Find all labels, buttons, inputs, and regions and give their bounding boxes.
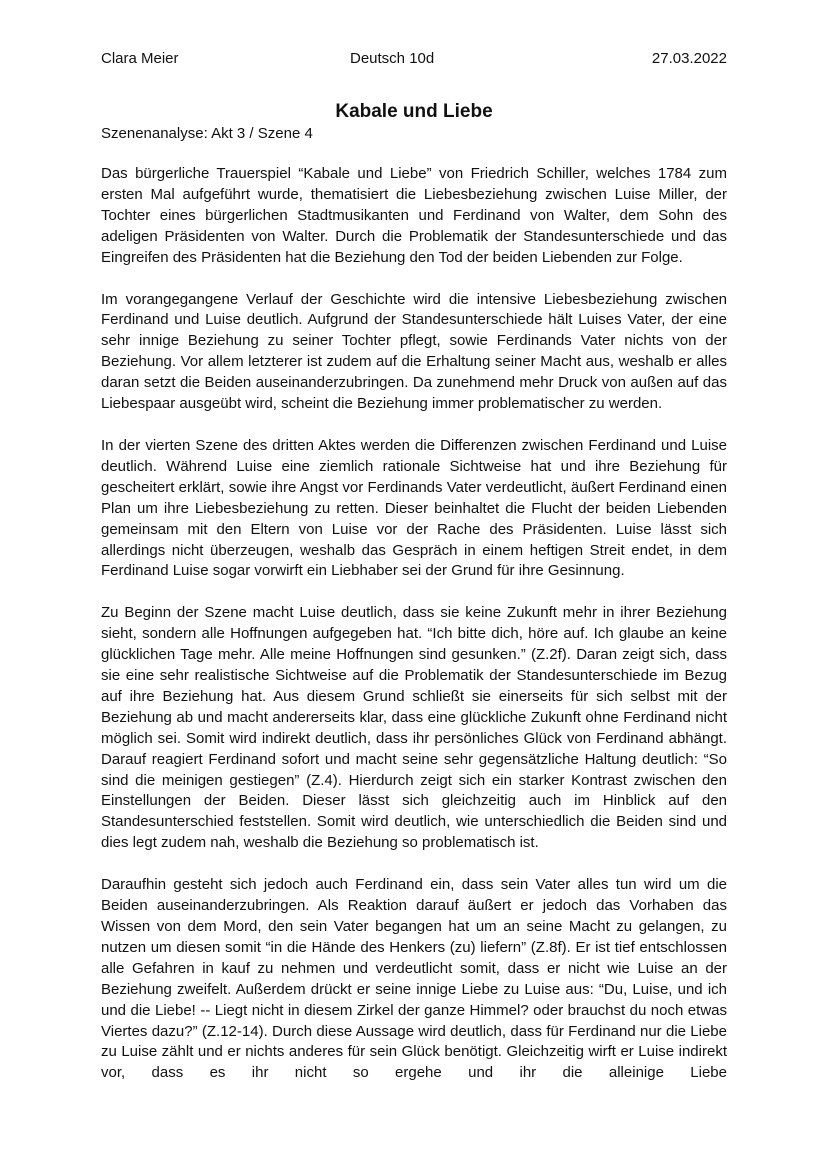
paragraph-analysis-2: Daraufhin gesteht sich jedoch auch Ferdinand ein, dass sein Vater alles tun wird um die Beiden auseinanderzubringen. Als Reaktion darauf äußert er jedoch das Vorhaben das Wissen von dem Mord, den sein Vater begangen hat um an seine Macht zu gelangen, zu nutzen um diesen somit “in die Hände des Henkers (zu) liefern” (Z.8f). Er ist tief entschlossen alle Gefahren in kauf zu nehmen und verdeutlicht somit, dass er nicht wie Luise an der Beziehung zweifelt. Außerdem drückt er seine innige Liebe zu Luise aus: “Du, Luise, und ich und die Liebe! -- Liegt nicht in diesem Zirkel der ganze Himmel? oder brauchst du noch etwas Viertes dazu?” (Z.12-14). Durch diese Aussage wird deutlich, dass für Ferdinand nur die Liebe zu Luise zählt und er nichts anderes für sein Glück benötigt. Gleichzeitig wirft er Luise indirekt vor, dass es ihr nicht so ergehe und ihr die alleinige Liebe xyxy=(101,876,727,1082)
document-title: Kabale und Liebe xyxy=(335,101,493,122)
paragraph-intro: Das bürgerliche Trauerspiel “Kabale und Liebe” von Friedrich Schiller, welches 1784 zum ersten Mal aufgeführt wurde, thematisiert die Liebesbeziehung zwischen Luise Miller, der Tochter eines bürgerlichen Stadtmusikanten und Ferdinand von Walter, dem Sohn des adeligen Präsidenten von Walter. Durch die Problematik der Standesunterschiede und das Eingreifen des Präsidenten hat die Beziehung den Tod der beiden Liebenden zur Folge. xyxy=(101,165,727,266)
author-name: Clara Meier xyxy=(101,50,179,67)
course-name: Deutsch 10d xyxy=(350,50,435,67)
document-subtitle: Szenenanalyse: Akt 3 / Szene 4 xyxy=(101,125,313,142)
paragraph-context: Im vorangegangene Verlauf der Geschichte wird die intensive Liebesbeziehung zwischen Ferdinand und Luise deutlich. Aufgrund der Standesunterschiede hält Luises Vater, der eine sehr innige Beziehung zu seiner Tochter pflegt, sowie Ferdinands Vater nichts von der Beziehung. Vor allem letzterer ist zudem auf die Erhaltung seiner Macht aus, weshalb er alles daran setzt die Beiden auseinanderzubringen. Da zunehmend mehr Druck von außen auf das Liebespaar ausgeübt wird, scheint die Beziehung immer problematischer zu werden. xyxy=(101,290,727,413)
document-body xyxy=(101,164,727,1105)
page-header xyxy=(101,50,727,70)
document-date: 27.03.2022 xyxy=(651,50,727,67)
paragraph-analysis-1: Zu Beginn der Szene macht Luise deutlich, dass sie keine Zukunft mehr in ihrer Beziehung sieht, sondern alle Hoffnungen aufgegeben hat. “Ich bitte dich, höre auf. Ich glaube an keine glücklichen Tage mehr. Alle meine Hoffnungen sind gesunken.” (Z.2f). Daran zeigt sich, dass sie eine sehr realistische Sichtweise auf die Problematik der Standesunterschiede im Bezug auf ihre Beziehung hat. Aus diesem Grund schließt sie einerseits für sich selbst mit der Beziehung ab und macht andererseits klar, dass eine glückliche Zukunft ohne Ferdinand nicht möglich sei. Somit wird indirekt deutlich, dass ihr persönliches Glück von Ferdinand abhängt. Darauf reagiert Ferdinand sofort und macht seine sehr gegensätzliche Haltung deutlich: “So sind die meinigen gestiegen” (Z.4). Hierdurch zeigt sich ein starker Kontrast zwischen den Einstellungen der Beiden. Dieser lässt sich gleichzeitig auch im Hinblick auf den Standesunterschied feststellen. Somit wird deutlich, wie unterschiedlich die Beiden sind und dies legt zudem nah, weshalb die Beziehung so problematisch ist. xyxy=(101,604,727,852)
paragraph-scene-summary: In der vierten Szene des dritten Aktes werden die Differenzen zwischen Ferdinand und Luise deutlich. Während Luise eine ziemlich rationale Sichtweise hat und ihre Beziehung für gescheitert erklärt, sowie ihre Angst vor Ferdinands Vater verdeutlicht, äußert Ferdinand einen Plan um ihre Liebesbeziehung zu retten. Dieser beinhaltet die Flucht der beiden Liebenden gemeinsam mit den Eltern von Luise vor der Rache des Präsidenten. Luise lässt sich allerdings nicht überzeugen, weshalb das Gespräch in einem heftigen Streit endet, in dem Ferdinand Luise sogar vorwirft ein Liebhaber sei der Grund für ihre Gesinnung. xyxy=(101,436,727,580)
